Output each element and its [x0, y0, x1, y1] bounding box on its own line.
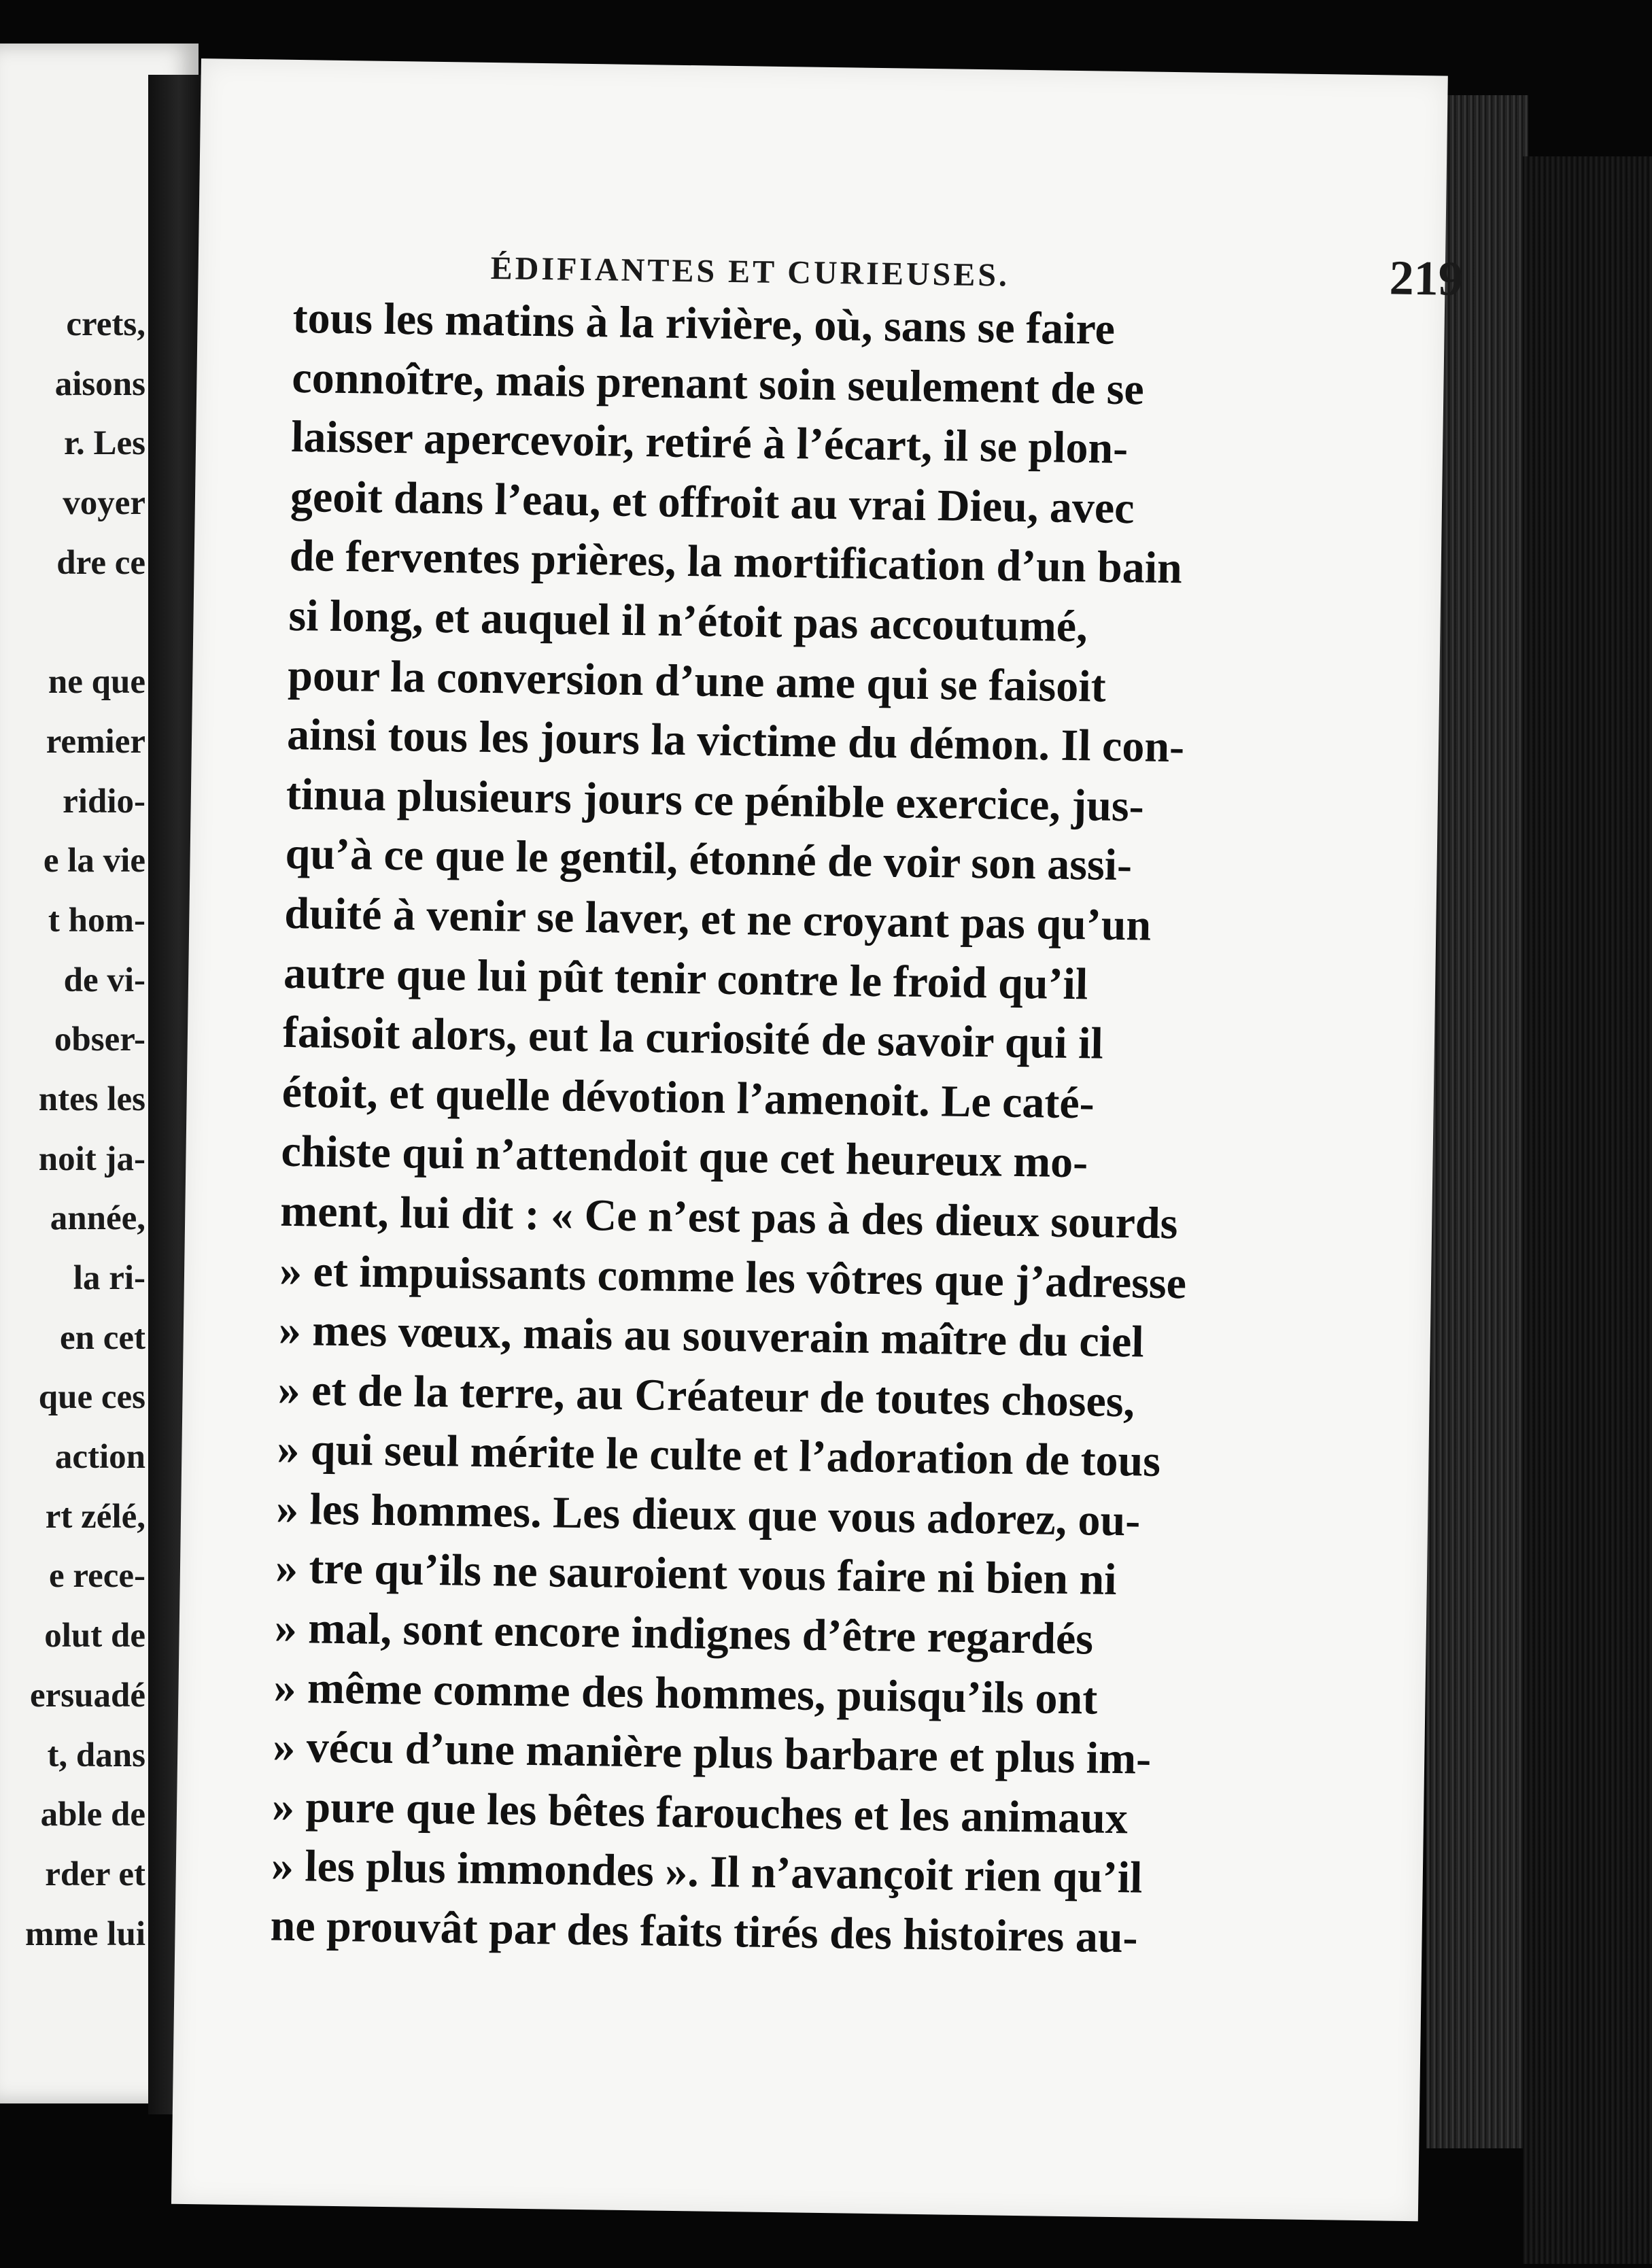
left-line: mme lui [24, 1914, 145, 1953]
book-spine-edge [1523, 156, 1652, 2264]
left-line: crets, [66, 305, 145, 343]
left-line: ridio- [63, 782, 145, 821]
left-line [0, 593, 145, 653]
left-line: année, [50, 1199, 145, 1238]
text-line: ment, lui dit : « Ce n’est pas à des dieux sourds [279, 1186, 1178, 1249]
left-line: able de [40, 1796, 145, 1834]
left-line: la ri- [73, 1259, 145, 1297]
body-text [270, 288, 1354, 1970]
text-line: » qui seul mérite le culte et l’adoration de tous [276, 1424, 1161, 1487]
left-line: que ces [38, 1378, 145, 1417]
text-line: » mes vœux, mais au souverain maître du ciel [278, 1305, 1145, 1367]
left-line: obser- [54, 1020, 145, 1059]
text-line: » les hommes. Les dieux que vous adorez, ou- [275, 1483, 1141, 1546]
text-line: duité à venir se laver, et ne croyant pas qu’un [283, 888, 1152, 950]
text-line: » et de la terre, au Créateur de toutes choses, [277, 1364, 1135, 1427]
text-line: » les plus immondes ». Il n’avançoit rien qu’il [271, 1841, 1143, 1904]
left-line: rt zélé, [45, 1497, 145, 1536]
left-line: aisons [54, 364, 145, 403]
text-line: si long, et auquel il n’étoit pas accoutumé, [288, 590, 1088, 652]
text-line: » même comme des hommes, puisqu’ils ont [273, 1662, 1098, 1724]
left-line: action [54, 1438, 145, 1477]
left-line: e la vie [43, 842, 145, 880]
left-page-text [0, 295, 145, 1964]
left-line: de vi- [63, 961, 145, 999]
text-line: ne prouvât par des faits tirés des histoires au- [270, 1900, 1139, 1963]
left-line: olut de [44, 1617, 145, 1655]
text-line: connoître, mais prenant soin seulement de se [291, 352, 1145, 414]
right-page [171, 58, 1464, 2221]
text-line: » et impuissants comme les vôtres que j’adresse [279, 1245, 1187, 1308]
left-line: rder et [45, 1855, 145, 1893]
text-line: faisoit alors, eut la curiosité de savoir qui il [282, 1007, 1104, 1069]
text-line: laisser apercevoir, retiré à l’écart, il se plon- [290, 412, 1129, 474]
text-line: qu’à ce que le gentil, étonné de voir son assi- [285, 829, 1133, 891]
page-number: 219 [1389, 250, 1464, 306]
left-line: ntes les [38, 1080, 145, 1118]
running-head [490, 250, 1464, 306]
text-line: tinua plusieurs jours ce pénible exercice, jus- [286, 769, 1145, 831]
running-head-title: ÉDIFIANTES ET CURIEUSES. [490, 250, 1010, 294]
text-line: » pure que les bêtes farouches et les animaux [271, 1781, 1129, 1844]
left-line: en cet [59, 1318, 145, 1357]
text-line: étoit, et quelle dévotion l’amenoit. Le caté- [281, 1067, 1095, 1129]
text-line: de ferventes prières, la mortification d’un bain [289, 531, 1183, 594]
text-line: ainsi tous les jours la victime du démon. Il con- [286, 710, 1185, 772]
left-line: e rece- [49, 1557, 145, 1596]
left-line: noit ja- [38, 1139, 145, 1178]
left-line: remier [46, 722, 145, 761]
text-line: » vécu d’une manière plus barbare et plus im- [272, 1721, 1152, 1784]
text-line: » mal, sont encore indignes d’être regardés [274, 1602, 1094, 1664]
left-line: t hom- [48, 901, 145, 940]
text-line: geoit dans l’eau, et offroit au vrai Dieu, avec [290, 471, 1135, 534]
text-line: pour la conversion d’une ame qui se faisoit [287, 650, 1107, 712]
left-line: ersuadé [30, 1676, 145, 1715]
left-line: r. Les [64, 424, 145, 463]
text-line: chiste qui n’attendoit que cet heureux mo- [281, 1127, 1088, 1188]
text-line: » tre qu’ils ne sauroient vous faire ni bien ni [275, 1543, 1118, 1605]
text-line: tous les matins à la rivière, où, sans se faire [292, 292, 1116, 354]
left-line: ne que [48, 663, 145, 702]
left-line: t, dans [47, 1736, 145, 1774]
left-line: dre ce [56, 543, 145, 582]
left-line: voyer [63, 484, 145, 523]
text-line: autre que lui pût tenir contre le froid qu’il [283, 948, 1088, 1009]
